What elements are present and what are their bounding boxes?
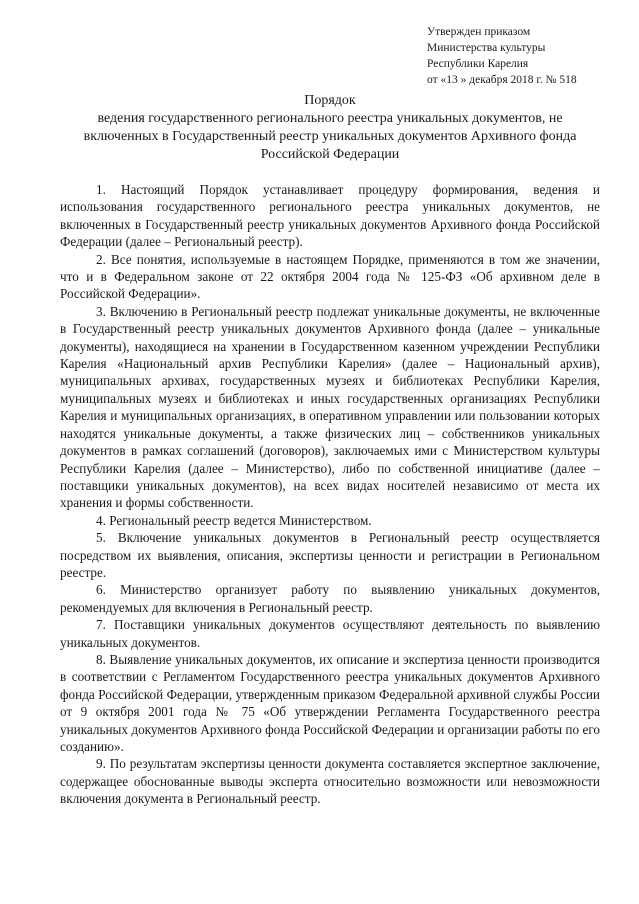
paragraph-4: 4. Региональный реестр ведется Министерством. (96, 512, 372, 528)
approval-stamp (427, 24, 627, 88)
paragraph-5: 5. Включение уникальных документов в Региональный реестр осуществляется посредством их выявления, описания, экспертизы ценности и регистрации в Региональном реестре. (60, 530, 600, 580)
paragraph-6: 6. Министерство организует работу по выявлению уникальных документов, рекомендуемых для включения в Региональный реестр. (60, 582, 600, 615)
document-title (60, 92, 600, 164)
title-subtitle: ведения государственного регионального реестра уникальных документов, не включенных в Государственный реестр уникальных документов Архивного фонда Российской Федерации (83, 111, 577, 162)
paragraph-7: 7. Поставщики уникальных документов осуществляют деятельность по выявлению уникальных документов. (60, 617, 600, 650)
paragraph-9: 9. По результатам экспертизы ценности документа составляется экспертное заключение, содержащее обоснованные выводы эксперта относительно возможности или невозможности включения документа в Региональный реестр. (60, 756, 600, 807)
approval-line-2: Министерства культуры (427, 42, 546, 54)
approval-line-4: от «13 » декабря 2018 г. № 518 (427, 74, 577, 86)
paragraph-3: 3. Включению в Региональный реестр подлежат уникальные документы, не включенные в Государственный реестр уникальных документов Архивного фонда (далее – уникальные документы), находящиеся на хранении в Государственном казенном учреждении Республики Карелия «Национальный архив Республики Карелия» (далее – Национальный архив), муниципальных архивах, государственных музеях и библиотеках Республики Карелия, муниципальных музеях и библиотеках и иных государственных организациях Республики Карелия и муниципальных организациях, в оперативном управлении или пользовании которых находятся уникальные документы, а также физических лиц – собственников уникальных документов в рамках соглашений (договоров), заключаемых ими с Министерством культуры Республики Карелия (далее – Министерство), либо по собственной инициативе (далее – поставщики уникальных документов), на всех видах носителей независимо от места их хранения и формы собственности. (60, 303, 600, 511)
approval-line-1: Утвержден приказом (427, 26, 531, 38)
paragraph-8: 8. Выявление уникальных документов, их описание и экспертиза ценности производится в соответствии с Регламентом Государственного реестра уникальных документов Архивного фонда Российской Федерации, утвержденным приказом Федеральной архивной службы России от 9 октября 2001 года № 75 «Об утверждении Регламента Государственного реестра уникальных документов Архивного фонда Российской Федерации и организации работы по его созданию». (60, 651, 600, 754)
document-body (60, 181, 600, 808)
title-heading: Порядок (304, 93, 356, 108)
paragraph-2: 2. Все понятия, используемые в настоящем Порядке, применяются в том же значении, что и в Федеральном законе от 22 октября 2004 года № 125-ФЗ «Об архивном деле в Российской Федерации». (60, 251, 600, 302)
paragraph-1: 1. Настоящий Порядок устанавливает процедуру формирования, ведения и использования государственного регионального реестра уникальных документов, не включенных в Государственный реестр уникальных документов Архивного фонда Российской Федерации (далее – Региональный реестр). (60, 182, 600, 250)
approval-line-3: Республики Карелия (427, 58, 529, 70)
